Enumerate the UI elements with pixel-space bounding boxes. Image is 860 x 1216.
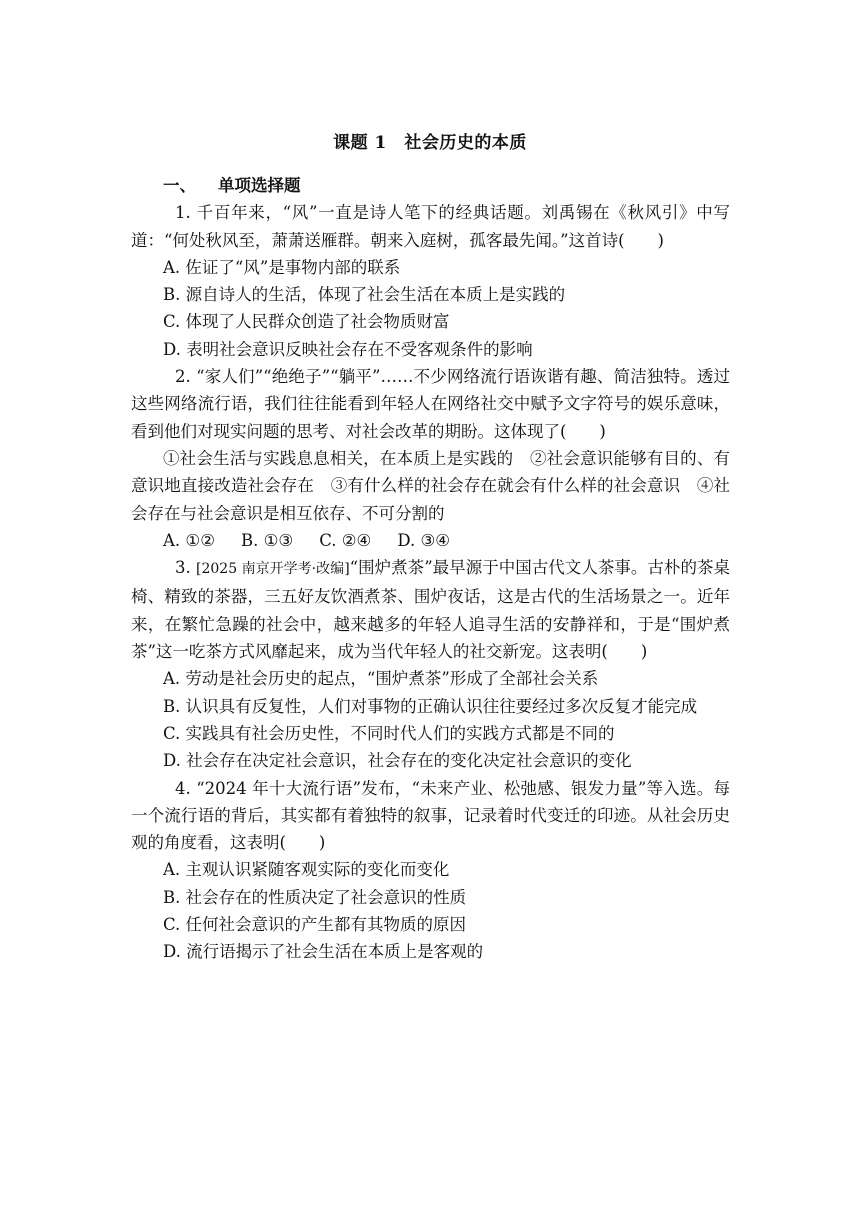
question-3-stem-block [131, 554, 730, 665]
question-2-statements: ①社会生活与实践息息相关，在本质上是实践的 ②社会意识能够有目的、有意识地直接改造社会存在 ③有什么样的社会存在就会有什么样的社会意识 ④社会存在与社会意识是相互依存、不可分割的 [131, 448, 730, 523]
section-label: 单项选择题 [218, 176, 301, 195]
question-3-option-c: C. 实践具有社会历史性，不同时代人们的实践方式都是不同的 [163, 723, 615, 743]
question-3-stem: “围炉煮茶”最早源于中国古代文人茶事。古朴的茶桌椅、精致的茶器，三五好友饮酒煮茶、围炉夜话，这是古代的生活场景之一。近年来，在繁忙急躁的社会中，越来越多的年轻人追寻生活的安静祥和，于是“围炉煮茶”这一吃茶方式风靡起来，成为当代年轻人的社交新宠。这表明( ) [131, 558, 730, 662]
question-1-option-a: A. 佐证了“风”是事物内部的联系 [163, 257, 401, 277]
page-title: 课题 1 社会历史的本质 [333, 133, 527, 153]
question-2-choice-b: B. ①③ [241, 530, 294, 550]
question-3-source: [2025 南京开学考·改编] [196, 561, 350, 578]
question-1-option-d: D. 表明社会意识反映社会存在不受客观条件的影响 [163, 339, 533, 359]
question-4-option-d: D. 流行语揭示了社会生活在本质上是客观的 [163, 942, 484, 962]
section-heading [131, 172, 730, 199]
question-3-option-b: B. 认识具有反复性，人们对事物的正确认识往往要经过多次反复才能完成 [163, 696, 698, 716]
question-4-option-a: A. 主观认识紧随客观实际的变化而变化 [163, 860, 450, 880]
question-3-option-a: A. 劳动是社会历史的起点，“围炉煮茶”形成了全部社会关系 [163, 669, 599, 689]
section-number: 一、 [163, 176, 196, 195]
question-4-option-c: C. 任何社会意识的产生都有其物质的原因 [163, 915, 467, 935]
question-1-option-b: B. 源自诗人的生活，体现了社会生活在本质上是实践的 [163, 285, 566, 305]
question-4-stem: 4. “2024 年十大流行语”发布，“未来产业、松弛感、银发力量”等入选。每一个流行语的背后，其实都有着独特的叙事，记录着时代变迁的印迹。从社会历史观的角度看，这表明( ) [131, 778, 730, 853]
question-3-option-d: D. 社会存在决定社会意识，社会存在的变化决定社会意识的变化 [163, 751, 632, 771]
question-1-option-c: C. 体现了人民群众创造了社会物质财富 [163, 312, 450, 332]
question-content [131, 172, 730, 966]
question-3-number: 3. [175, 558, 197, 578]
question-2-choice-d: D. ③④ [397, 530, 451, 550]
question-2-choice-a: A. ①② [163, 530, 215, 550]
question-4-option-b: B. 社会存在的性质决定了社会意识的性质 [163, 887, 467, 907]
question-2-choice-c: C. ②④ [319, 530, 372, 550]
question-2-stem: 2. “家人们”“绝绝子”“躺平”……不少网络流行语诙谐有趣、简洁独特。透过这些网络流行语，我们往往能看到年轻人在网络社交中赋予文字符号的娱乐意味，看到他们对现实问题的思考、对社会改革的期盼。这体现了( ) [131, 367, 730, 441]
question-1-stem: 1. 千百年来，“风”一直是诗人笔下的经典话题。刘禹锡在《秋风引》中写道：“何处秋风至，萧萧送雁群。朝来入庭树，孤客最先闻。”这首诗( ) [131, 203, 730, 250]
question-2-choices [131, 527, 730, 554]
